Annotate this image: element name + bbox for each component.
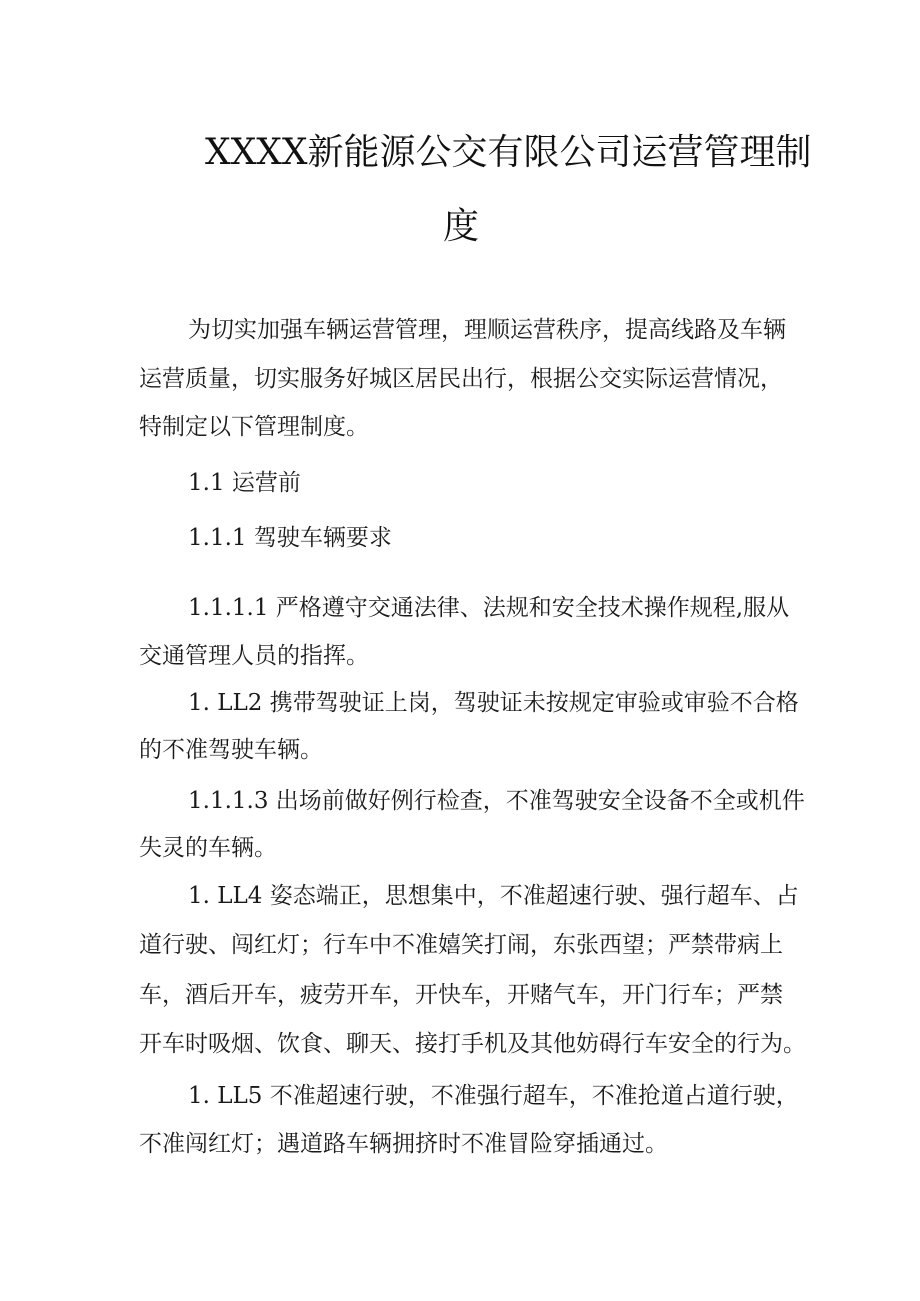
item-4-line-3: 车，酒后开车，疲劳开车，开快车，开赌气车，开门行车；严禁 — [139, 982, 783, 1008]
item-4-line-2: 道行驶、闯红灯；行车中不准嬉笑打闹，东张西望；严禁带病上 — [139, 932, 783, 958]
item-2-line-2: 的不准驾驶车辆。 — [139, 737, 323, 763]
item-5-line-2: 不准闯红灯；遇道路车辆拥挤时不准冒险穿插通过。 — [139, 1131, 668, 1157]
document-title-line-1: XXXX新能源公交有限公司运营管理制 — [205, 132, 812, 173]
intro-line-3: 特制定以下管理制度。 — [139, 414, 369, 440]
item-1-line-1: 1.1.1.1 严格遵守交通法律、法规和安全技术操作规程,服从 — [188, 595, 790, 621]
intro-line-2: 运营质量，切实服务好城区居民出行，根据公交实际运营情况， — [139, 366, 783, 392]
item-2-line-1: 1. LL2 携带驾驶证上岗，驾驶证未按规定审验或审验不合格 — [188, 690, 799, 716]
item-4-line-4: 开车时吸烟、饮食、聊天、接打手机及其他妨碍行车安全的行为。 — [139, 1031, 806, 1057]
section-heading-1-1: 1.1 运营前 — [188, 470, 301, 496]
item-3-line-2: 失灵的车辆。 — [139, 835, 277, 861]
section-heading-1-1-1: 1.1.1 驾驶车辆要求 — [188, 525, 392, 551]
item-3-line-1: 1.1.1.3 出场前做好例行检查，不准驾驶安全设备不全或机件 — [188, 788, 805, 814]
item-5-line-1: 1. LL5 不准超速行驶，不准强行超车，不准抢道占道行驶， — [188, 1083, 799, 1109]
document-title-line-2: 度 — [443, 206, 480, 247]
item-4-line-1: 1. LL4 姿态端正，思想集中，不准超速行驶、强行超车、占 — [188, 883, 799, 909]
item-1-line-2: 交通管理人员的指挥。 — [139, 643, 369, 669]
intro-line-1: 为切实加强车辆运营管理，理顺运营秩序，提高线路及车辆 — [188, 317, 786, 343]
